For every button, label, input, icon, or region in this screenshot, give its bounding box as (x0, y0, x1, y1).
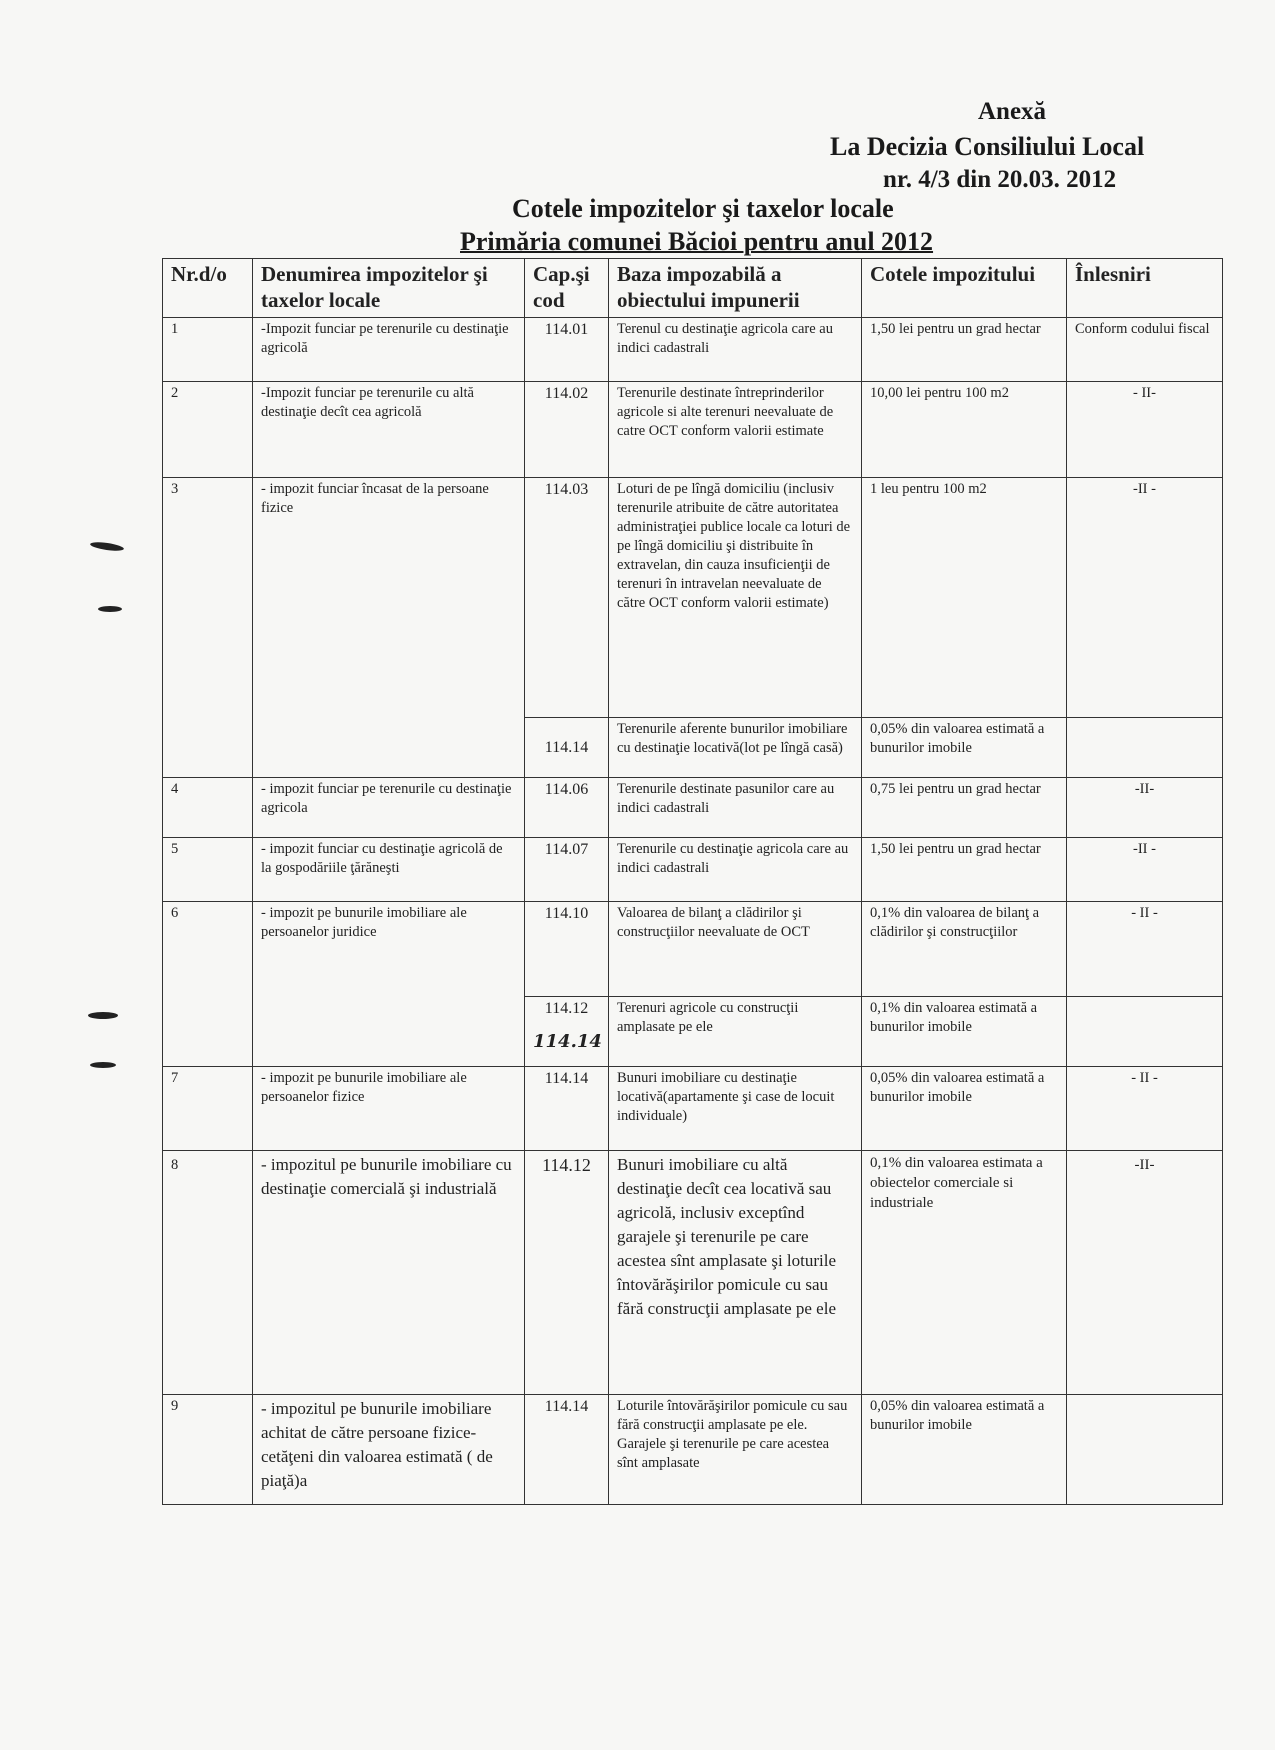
tax-relief: -II - (1067, 478, 1223, 718)
header-baza: Baza impozabilă a obiectului impunerii (609, 259, 862, 318)
header-nr: Nr.d/o (163, 259, 253, 318)
row-number: 9 (163, 1395, 253, 1505)
tax-relief: -II - (1067, 838, 1223, 902)
tax-rate: 1 leu pentru 100 m2 (862, 478, 1067, 718)
decision-reference: La Decizia Consiliului Local (830, 132, 1145, 161)
tax-rate: 0,05% din valoarea estimată a bunurilor imobile (862, 718, 1067, 778)
row-number: 8 (163, 1151, 253, 1395)
tax-relief: - II- (1067, 382, 1223, 478)
table-row (163, 318, 1223, 382)
tax-base: Loturi de pe lîngă domiciliu (inclusiv terenurile atribuite de către autoritatea administraţiei publice locale ca loturi de pe lîngă domiciliu şi distribuite în extravelan, din cauza insuficienţii de terenuri în intravelan neevaluate de către OCT conform valorii estimate) (609, 478, 862, 718)
tax-name: -Impozit funciar pe terenurile cu altă destinaţie decît cea agricolă (253, 382, 525, 478)
tax-name: - impozit funciar încasat de la persoane fizice (253, 478, 525, 778)
tax-base: Terenurile destinate pasunilor care au indici cadastrali (609, 778, 862, 838)
tax-code: 114.14 (525, 718, 609, 778)
binding-mark (90, 1062, 116, 1068)
tax-base: Terenul cu destinaţie agricola care au indici cadastrali (609, 318, 862, 382)
tax-name: -Impozit funciar pe terenurile cu destinaţie agricolă (253, 318, 525, 382)
tax-code: 114.03 (525, 478, 609, 718)
tax-base: Valoarea de bilanţ a clădirilor şi construcţiilor neevaluate de OCT (609, 902, 862, 997)
tax-rate: 0,1% din valoarea estimată a bunurilor imobile (862, 997, 1067, 1067)
document-title: Cotele impozitelor şi taxelor locale (512, 194, 894, 223)
row-number: 1 (163, 318, 253, 382)
tax-code: 114.07 (525, 838, 609, 902)
tax-relief (1067, 997, 1223, 1067)
handwritten-code: 114.14 (533, 1031, 602, 1052)
header-inlesniri: Înlesniri (1067, 259, 1223, 318)
tax-code: 114.06 (525, 778, 609, 838)
tax-code: 114.14 (525, 1395, 609, 1505)
row-number: 2 (163, 382, 253, 478)
table-row (163, 1151, 1223, 1395)
annex-title: Anexă (978, 98, 1047, 125)
row-number: 7 (163, 1067, 253, 1151)
header-cota: Cotele impozitului (862, 259, 1067, 318)
tax-code: 114.14 (525, 1067, 609, 1151)
tax-relief: -II- (1067, 778, 1223, 838)
tax-rate: 0,1% din valoarea estimata a obiectelor comerciale si industriale (862, 1151, 1067, 1395)
tax-relief: - II - (1067, 1067, 1223, 1151)
table-row (163, 838, 1223, 902)
tax-rate: 10,00 lei pentru 100 m2 (862, 382, 1067, 478)
tax-name: - impozit funciar pe terenurile cu destinaţie agricola (253, 778, 525, 838)
tax-base: Terenuri agricole cu construcţii amplasate pe ele (609, 997, 862, 1067)
tax-rate: 1,50 lei pentru un grad hectar (862, 318, 1067, 382)
row-number: 4 (163, 778, 253, 838)
tax-rate: 0,05% din valoarea estimată a bunurilor imobile (862, 1395, 1067, 1505)
table-row (163, 778, 1223, 838)
tax-name: - impozit pe bunurile imobiliare ale persoanelor fizice (253, 1067, 525, 1151)
tax-rate: 0,1% din valoarea de bilanţ a clădirilor şi construcţiilor (862, 902, 1067, 997)
tax-rate: 0,05% din valoarea estimată a bunurilor imobile (862, 1067, 1067, 1151)
table-row (163, 478, 1223, 718)
tax-base: Loturile întovărăşirilor pomicule cu sau fără construcţii amplasate pe ele. Garajele şi terenurile pe care acestea sînt amplasate (609, 1395, 862, 1505)
binding-mark (98, 606, 122, 612)
tax-name: - impozitul pe bunurile imobiliare achitat de către persoane fizice-cetăţeni din valoarea estimată ( de piaţă)a (253, 1395, 525, 1505)
tax-name: - impozit pe bunurile imobiliare ale persoanelor juridice (253, 902, 525, 1067)
table-header-row (163, 259, 1223, 318)
tax-base: Bunuri imobiliare cu altă destinaţie decît cea locativă sau agricolă, inclusiv exceptînd garajele şi terenurile pe care acestea sînt amplasate şi loturile întovărăşirilor pomicule cu sau fără construcţii amplasate pe ele (609, 1151, 862, 1395)
tax-code: 114.02 (525, 382, 609, 478)
tax-name: - impozit funciar cu destinaţie agricolă de la gospodăriile ţărăneşti (253, 838, 525, 902)
tax-code: 114.10 (525, 902, 609, 997)
tax-rate: 1,50 lei pentru un grad hectar (862, 838, 1067, 902)
table-row (163, 1067, 1223, 1151)
tax-code (525, 997, 609, 1067)
tax-name: - impozitul pe bunurile imobiliare cu destinaţie comercială şi industrială (253, 1151, 525, 1395)
tax-code: 114.12 (525, 1151, 609, 1395)
binding-mark (90, 541, 125, 553)
row-number: 5 (163, 838, 253, 902)
tax-base: Terenurile aferente bunurilor imobiliare cu destinaţie locativă(lot pe lîngă casă) (609, 718, 862, 778)
table-row (163, 902, 1223, 997)
tax-relief (1067, 718, 1223, 778)
decision-number: nr. 4/3 din 20.03. 2012 (883, 166, 1117, 193)
tax-relief: Conform codului fiscal (1067, 318, 1223, 382)
tax-base: Bunuri imobiliare cu destinaţie locativă(apartamente şi case de locuit individuale) (609, 1067, 862, 1151)
tax-code-printed: 114.12 (544, 1000, 589, 1017)
tax-rates-table (162, 258, 1223, 1505)
document-subtitle: Primăria comunei Băcioi pentru anul 2012 (460, 227, 934, 256)
tax-code: 114.01 (525, 318, 609, 382)
tax-base: Terenurile destinate întreprinderilor agricole si alte terenuri neevaluate de catre OCT conform valorii estimate (609, 382, 862, 478)
row-number: 6 (163, 902, 253, 1067)
header-name: Denumirea impozitelor şi taxelor locale (253, 259, 525, 318)
tax-relief (1067, 1395, 1223, 1505)
table-row (163, 382, 1223, 478)
row-number: 3 (163, 478, 253, 778)
table-row (163, 1395, 1223, 1505)
tax-relief: -II- (1067, 1151, 1223, 1395)
header-cod: Cap.şi cod (525, 259, 609, 318)
tax-base: Terenurile cu destinaţie agricola care au indici cadastrali (609, 838, 862, 902)
tax-relief: - II - (1067, 902, 1223, 997)
tax-rate: 0,75 lei pentru un grad hectar (862, 778, 1067, 838)
binding-mark (88, 1012, 118, 1019)
